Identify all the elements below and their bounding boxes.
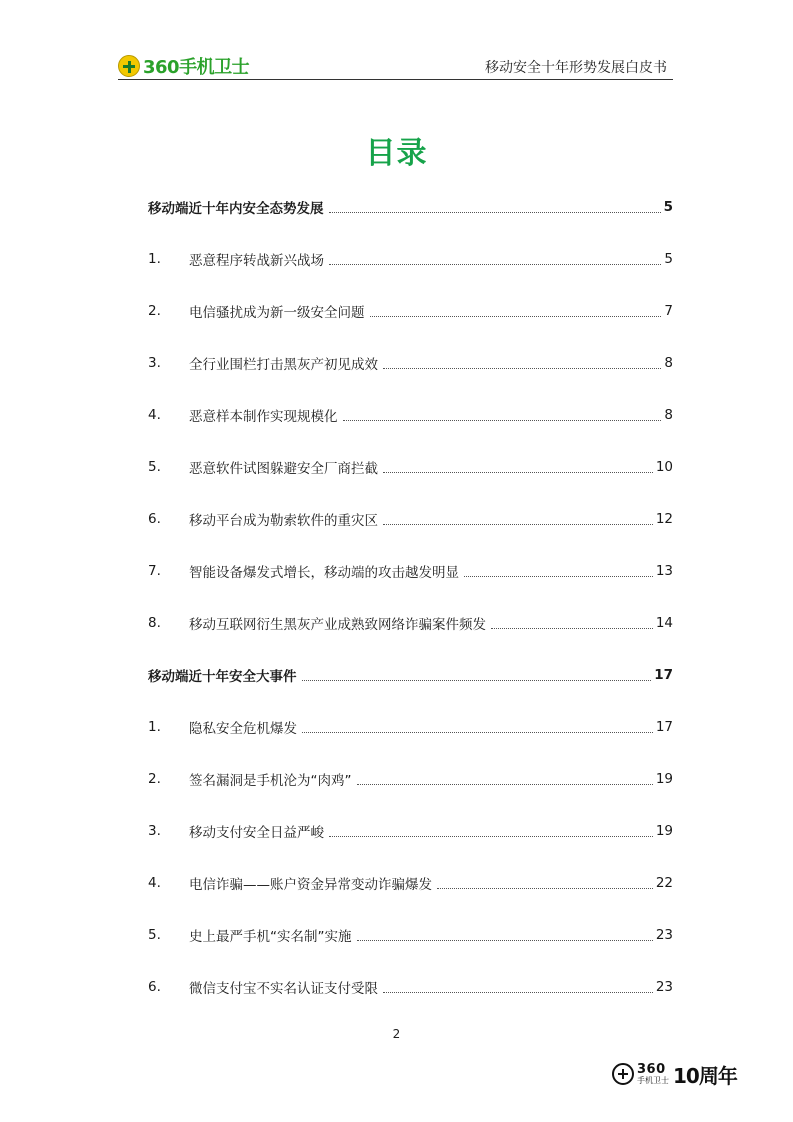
dot-leader: [302, 680, 652, 681]
toc-entry[interactable]: [148, 805, 673, 857]
toc-entry-page: 5: [664, 251, 673, 267]
toc-entry-number: 5.: [148, 927, 161, 943]
toc-entry-page: 17: [655, 719, 673, 735]
toc-entry-label: 恶意软件试图躲避安全厂商拦截: [189, 461, 378, 477]
toc-section-entry[interactable]: [148, 649, 673, 701]
toc-entry-page: 14: [655, 615, 673, 631]
toc-entry-page: 19: [655, 823, 673, 839]
toc-entry[interactable]: [148, 597, 673, 649]
toc-entry[interactable]: [148, 857, 673, 909]
toc-entry[interactable]: [148, 545, 673, 597]
toc-entry-label: 电信诈骗——账户资金异常变动诈骗爆发: [189, 877, 432, 893]
toc-entry-label: 全行业围栏打击黑灰产初见成效: [189, 357, 378, 373]
dot-leader: [437, 888, 653, 889]
dot-leader: [464, 576, 653, 577]
toc-entry-page: 19: [655, 771, 673, 787]
toc-entry-label: 隐私安全危机爆发: [189, 721, 297, 737]
toc-entry-number: 1.: [148, 251, 161, 267]
toc-entry-label: 微信支付宝不实名认证支付受限: [189, 981, 378, 997]
toc-entry[interactable]: [148, 389, 673, 441]
dot-leader: [302, 732, 653, 733]
footer-brand-sub: 手机卫士: [637, 1076, 669, 1085]
toc-entry[interactable]: [148, 441, 673, 493]
toc-entry-label: 签名漏洞是手机沦为“肉鸡”: [189, 773, 352, 789]
dot-leader: [370, 316, 662, 317]
dot-leader: [383, 368, 661, 369]
header-divider: [118, 79, 673, 80]
toc-entry-page: 7: [664, 303, 673, 319]
plus-badge-icon: [118, 55, 140, 77]
toc-entry[interactable]: [148, 961, 673, 1013]
dot-leader: [329, 836, 653, 837]
toc-entry-label: 史上最严手机“实名制”实施: [189, 929, 352, 945]
table-of-contents: [148, 181, 673, 1013]
footer-brand-logo: [612, 1060, 737, 1088]
dot-leader: [383, 472, 653, 473]
toc-section-entry[interactable]: [148, 181, 673, 233]
anniversary-mark: 10周年: [673, 1063, 737, 1088]
toc-entry[interactable]: [148, 337, 673, 389]
toc-entry-page: 23: [655, 979, 673, 995]
toc-entry-number: 5.: [148, 459, 161, 475]
document-title: 移动安全十年形势发展白皮书: [485, 60, 667, 76]
dot-leader: [357, 784, 653, 785]
toc-entry[interactable]: [148, 285, 673, 337]
dot-leader: [491, 628, 653, 629]
footer-brand: [637, 1063, 669, 1085]
toc-entry-page: 8: [664, 407, 673, 423]
toc-entry[interactable]: [148, 753, 673, 805]
toc-entry-number: 6.: [148, 979, 161, 995]
toc-entry-label: 移动互联网衍生黑灰产业成熟致网络诈骗案件频发: [189, 617, 486, 633]
toc-entry-label: 电信骚扰成为新一级安全问题: [189, 305, 365, 321]
toc-entry-number: 1.: [148, 719, 161, 735]
toc-entry-number: 4.: [148, 407, 161, 423]
page-number: 2: [392, 1027, 401, 1041]
toc-entry-label: 移动支付安全日益严峻: [189, 825, 324, 841]
page-header: [118, 50, 673, 80]
toc-entry[interactable]: [148, 701, 673, 753]
toc-entry-page: 5: [663, 199, 673, 215]
dot-leader: [329, 212, 661, 213]
dot-leader: [329, 264, 661, 265]
toc-entry-label: 恶意程序转战新兴战场: [189, 253, 324, 269]
dot-leader: [383, 992, 653, 993]
toc-entry[interactable]: [148, 909, 673, 961]
toc-entry-page: 22: [655, 875, 673, 891]
footer-brand-number: 360: [637, 1062, 666, 1077]
toc-entry-label: 移动端近十年内安全态势发展: [148, 201, 324, 217]
toc-entry-number: 7.: [148, 563, 161, 579]
toc-entry-page: 10: [655, 459, 673, 475]
plus-circle-icon: [612, 1063, 634, 1085]
toc-entry-page: 13: [655, 563, 673, 579]
dot-leader: [383, 524, 653, 525]
toc-entry-page: 23: [655, 927, 673, 943]
toc-entry-number: 4.: [148, 875, 161, 891]
brand-logo: [118, 53, 249, 79]
dot-leader: [357, 940, 653, 941]
toc-entry-label: 恶意样本制作实现规模化: [189, 409, 338, 425]
toc-entry[interactable]: [148, 233, 673, 285]
toc-title: 目录: [365, 136, 428, 171]
toc-entry-page: 12: [655, 511, 673, 527]
toc-entry-label: 移动端近十年安全大事件: [148, 669, 297, 685]
toc-entry-page: 17: [654, 667, 673, 683]
toc-entry-number: 3.: [148, 355, 161, 371]
toc-entry-number: 2.: [148, 771, 161, 787]
toc-entry-number: 6.: [148, 511, 161, 527]
dot-leader: [343, 420, 662, 421]
logo-text: 360手机卫士: [143, 57, 250, 78]
toc-entry[interactable]: [148, 493, 673, 545]
toc-entry-number: 8.: [148, 615, 161, 631]
toc-entry-label: 移动平台成为勒索软件的重灾区: [189, 513, 378, 529]
toc-entry-label: 智能设备爆发式增长，移动端的攻击越发明显: [189, 565, 459, 581]
toc-entry-number: 3.: [148, 823, 161, 839]
toc-entry-page: 8: [664, 355, 673, 371]
toc-entry-number: 2.: [148, 303, 161, 319]
